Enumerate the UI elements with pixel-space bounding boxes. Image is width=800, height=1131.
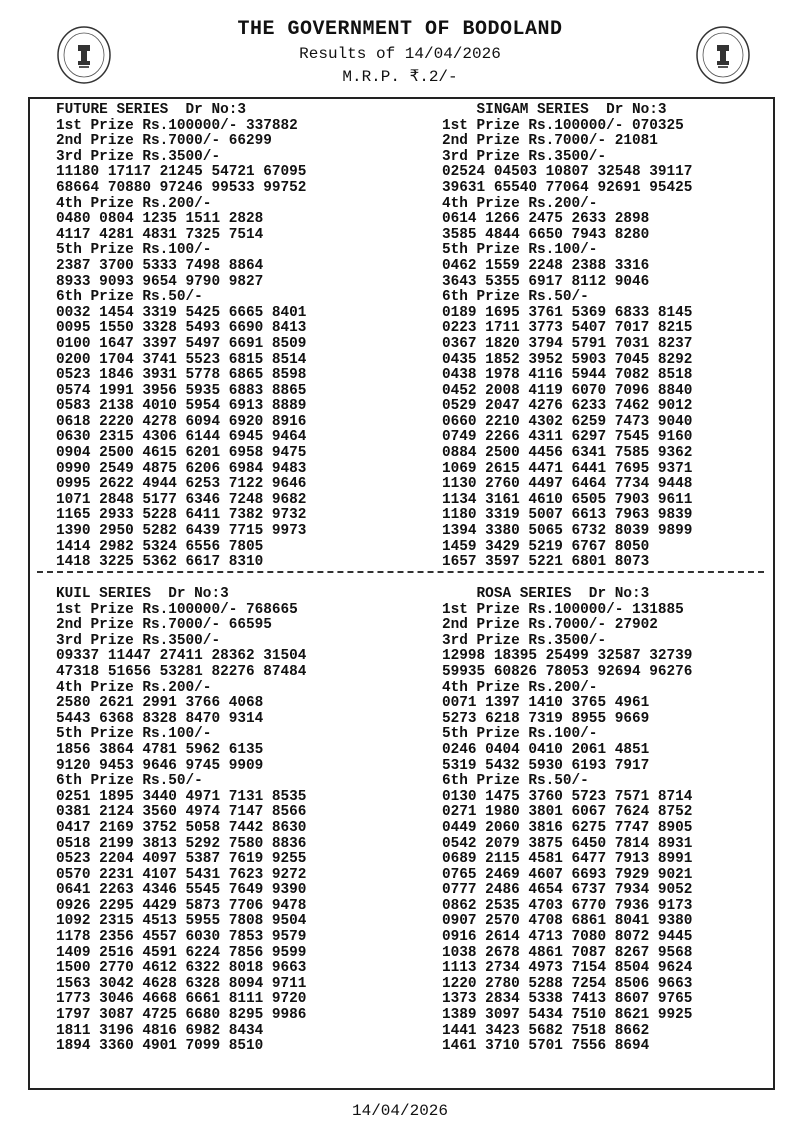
sixth-prize-numbers: 1165 2933 5228 6411 7382 9732 bbox=[56, 507, 307, 524]
sixth-prize-numbers: 0542 2079 3875 6450 7814 8931 bbox=[442, 835, 693, 852]
fifth-prize-numbers: 0246 0404 0410 2061 4851 bbox=[442, 741, 650, 758]
sixth-prize-numbers: 0523 1846 3931 5778 6865 8598 bbox=[56, 367, 307, 384]
fifth-prize-numbers: 5319 5432 5930 6193 7917 bbox=[442, 757, 650, 774]
sixth-prize-numbers: 1130 2760 4497 6464 7734 9448 bbox=[442, 476, 693, 493]
fourth-prize-label: 4th Prize Rs.200/- bbox=[56, 679, 212, 696]
series-title: ROSA SERIES Dr No:3 bbox=[442, 586, 650, 602]
second-prize: 2nd Prize Rs.7000/- 66595 bbox=[56, 617, 272, 634]
first-prize: 1st Prize Rs.100000/- 070325 bbox=[442, 117, 684, 134]
sixth-prize-numbers: 0449 2060 3816 6275 7747 8905 bbox=[442, 819, 693, 836]
sixth-prize-numbers: 0916 2614 4713 7080 8072 9445 bbox=[442, 929, 693, 946]
sixth-prize-numbers: 0641 2263 4346 5545 7649 9390 bbox=[56, 882, 307, 899]
third-prize-label: 3rd Prize Rs.3500/- bbox=[56, 632, 221, 649]
sixth-prize-numbers: 1563 3042 4628 6328 8094 9711 bbox=[56, 975, 307, 992]
sixth-prize-numbers: 1390 2950 5282 6439 7715 9973 bbox=[56, 523, 307, 540]
series-title: SINGAM SERIES Dr No:3 bbox=[442, 102, 667, 118]
sixth-prize-numbers: 1071 2848 5177 6346 7248 9682 bbox=[56, 491, 307, 508]
sixth-prize-numbers: 0618 2220 4278 6094 6920 8916 bbox=[56, 413, 307, 430]
sixth-prize-numbers: 0095 1550 3328 5493 6690 8413 bbox=[56, 320, 307, 337]
third-prize-label: 3rd Prize Rs.3500/- bbox=[56, 148, 221, 165]
sixth-prize-numbers: 0523 2204 4097 5387 7619 9255 bbox=[56, 851, 307, 868]
sixth-prize-numbers: 0367 1820 3794 5791 7031 8237 bbox=[442, 335, 693, 352]
third-prize-label: 3rd Prize Rs.3500/- bbox=[442, 148, 607, 165]
sixth-prize-numbers: 1894 3360 4901 7099 8510 bbox=[56, 1038, 264, 1055]
third-prize-numbers: 12998 18395 25499 32587 32739 bbox=[442, 648, 693, 665]
sixth-prize-numbers: 1178 2356 4557 6030 7853 9579 bbox=[56, 929, 307, 946]
third-prize-numbers: 02524 04503 10807 32548 39117 bbox=[442, 164, 693, 181]
page-title: THE GOVERNMENT OF BODOLAND bbox=[237, 18, 563, 41]
fourth-prize-numbers: 3585 4844 6650 7943 8280 bbox=[442, 226, 650, 243]
sixth-prize-numbers: 0570 2231 4107 5431 7623 9272 bbox=[56, 866, 307, 883]
sixth-prize-numbers: 0926 2295 4429 5873 7706 9478 bbox=[56, 897, 307, 914]
series-block-rosa bbox=[442, 587, 692, 1055]
fifth-prize-label: 5th Prize Rs.100/- bbox=[442, 726, 598, 743]
second-prize: 2nd Prize Rs.7000/- 66299 bbox=[56, 133, 272, 150]
fifth-prize-numbers: 0462 1559 2248 2388 3316 bbox=[442, 257, 650, 274]
fifth-prize-label: 5th Prize Rs.100/- bbox=[442, 242, 598, 259]
series-title: FUTURE SERIES Dr No:3 bbox=[56, 102, 246, 118]
sixth-prize-numbers: 0907 2570 4708 6861 8041 9380 bbox=[442, 913, 693, 930]
fifth-prize-numbers: 3643 5355 6917 8112 9046 bbox=[442, 273, 650, 290]
sixth-prize-numbers: 0381 2124 3560 4974 7147 8566 bbox=[56, 804, 307, 821]
second-prize: 2nd Prize Rs.7000/- 21081 bbox=[442, 133, 658, 150]
series-title: KUIL SERIES Dr No:3 bbox=[56, 586, 229, 602]
sixth-prize-numbers: 0689 2115 4581 6477 7913 8991 bbox=[442, 851, 693, 868]
sixth-prize-numbers: 0271 1980 3801 6067 7624 8752 bbox=[442, 804, 693, 821]
sixth-prize-numbers: 1038 2678 4861 7087 8267 9568 bbox=[442, 944, 693, 961]
sixth-prize-numbers: 1459 3429 5219 6767 8050 bbox=[442, 538, 650, 555]
sixth-prize-numbers: 1418 3225 5362 6617 8310 bbox=[56, 554, 264, 571]
footer-date: 14/04/2026 bbox=[351, 1102, 448, 1120]
series-block-kuil bbox=[56, 587, 306, 1055]
sixth-prize-numbers: 1441 3423 5682 7518 8662 bbox=[442, 1022, 650, 1039]
sixth-prize-numbers: 1394 3380 5065 6732 8039 9899 bbox=[442, 523, 693, 540]
third-prize-numbers: 09337 11447 27411 28362 31504 bbox=[56, 648, 307, 665]
section-divider bbox=[37, 571, 764, 573]
first-prize: 1st Prize Rs.100000/- 768665 bbox=[56, 601, 298, 618]
sixth-prize-numbers: 1657 3597 5221 6801 8073 bbox=[442, 554, 650, 571]
fourth-prize-label: 4th Prize Rs.200/- bbox=[442, 195, 598, 212]
fourth-prize-numbers: 0480 0804 1235 1511 2828 bbox=[56, 211, 264, 228]
first-prize: 1st Prize Rs.100000/- 131885 bbox=[442, 601, 684, 618]
fourth-prize-numbers: 5443 6368 8328 8470 9314 bbox=[56, 710, 264, 727]
sixth-prize-numbers: 0200 1704 3741 5523 6815 8514 bbox=[56, 351, 307, 368]
sixth-prize-numbers: 1797 3087 4725 6680 8295 9986 bbox=[56, 1007, 307, 1024]
third-prize-numbers: 59935 60826 78053 92694 96276 bbox=[442, 663, 693, 680]
sixth-prize-label: 6th Prize Rs.50/- bbox=[442, 289, 589, 306]
sixth-prize-numbers: 0884 2500 4456 6341 7585 9362 bbox=[442, 445, 693, 462]
fourth-prize-numbers: 4117 4281 4831 7325 7514 bbox=[56, 226, 264, 243]
sixth-prize-numbers: 1500 2770 4612 6322 8018 9663 bbox=[56, 960, 307, 977]
third-prize-label: 3rd Prize Rs.3500/- bbox=[442, 632, 607, 649]
third-prize-numbers: 11180 17117 21245 54721 67095 bbox=[56, 164, 307, 181]
sixth-prize-numbers: 0777 2486 4654 6737 7934 9052 bbox=[442, 882, 693, 899]
sixth-prize-numbers: 0518 2199 3813 5292 7580 8836 bbox=[56, 835, 307, 852]
fifth-prize-label: 5th Prize Rs.100/- bbox=[56, 726, 212, 743]
sixth-prize-numbers: 0223 1711 3773 5407 7017 8215 bbox=[442, 320, 693, 337]
sixth-prize-numbers: 0529 2047 4276 6233 7462 9012 bbox=[442, 398, 693, 415]
sixth-prize-numbers: 0990 2549 4875 6206 6984 9483 bbox=[56, 460, 307, 477]
first-prize: 1st Prize Rs.100000/- 337882 bbox=[56, 117, 298, 134]
fourth-prize-numbers: 0071 1397 1410 3765 4961 bbox=[442, 695, 650, 712]
sixth-prize-label: 6th Prize Rs.50/- bbox=[56, 773, 203, 790]
sixth-prize-numbers: 1773 3046 4668 6661 8111 9720 bbox=[56, 991, 307, 1008]
fifth-prize-numbers: 8933 9093 9654 9790 9827 bbox=[56, 273, 264, 290]
sixth-prize-numbers: 0032 1454 3319 5425 6665 8401 bbox=[56, 304, 307, 321]
sixth-prize-numbers: 1414 2982 5324 6556 7805 bbox=[56, 538, 264, 555]
sixth-prize-numbers: 0583 2138 4010 5954 6913 8889 bbox=[56, 398, 307, 415]
fourth-prize-label: 4th Prize Rs.200/- bbox=[442, 679, 598, 696]
sixth-prize-numbers: 0630 2315 4306 6144 6945 9464 bbox=[56, 429, 307, 446]
sixth-prize-numbers: 0452 2008 4119 6070 7096 8840 bbox=[442, 382, 693, 399]
second-prize: 2nd Prize Rs.7000/- 27902 bbox=[442, 617, 658, 634]
sixth-prize-numbers: 0417 2169 3752 5058 7442 8630 bbox=[56, 819, 307, 836]
sixth-prize-numbers: 0251 1895 3440 4971 7131 8535 bbox=[56, 788, 307, 805]
sixth-prize-numbers: 1092 2315 4513 5955 7808 9504 bbox=[56, 913, 307, 930]
fourth-prize-numbers: 0614 1266 2475 2633 2898 bbox=[442, 211, 650, 228]
fourth-prize-label: 4th Prize Rs.200/- bbox=[56, 195, 212, 212]
sixth-prize-numbers: 0904 2500 4615 6201 6958 9475 bbox=[56, 445, 307, 462]
sixth-prize-numbers: 0862 2535 4703 6770 7936 9173 bbox=[442, 897, 693, 914]
results-date: Results of 14/04/2026 bbox=[299, 45, 501, 63]
series-block-singam bbox=[442, 103, 692, 571]
third-prize-numbers: 47318 51656 53281 82276 87484 bbox=[56, 663, 307, 680]
sixth-prize-numbers: 1113 2734 4973 7154 8504 9624 bbox=[442, 960, 693, 977]
series-block-future bbox=[56, 103, 306, 571]
sixth-prize-numbers: 1811 3196 4816 6982 8434 bbox=[56, 1022, 264, 1039]
sixth-prize-numbers: 1220 2780 5288 7254 8506 9663 bbox=[442, 975, 693, 992]
sixth-prize-numbers: 0995 2622 4944 6253 7122 9646 bbox=[56, 476, 307, 493]
sixth-prize-numbers: 0749 2266 4311 6297 7545 9160 bbox=[442, 429, 693, 446]
sixth-prize-numbers: 1461 3710 5701 7556 8694 bbox=[442, 1038, 650, 1055]
fifth-prize-numbers: 1856 3864 4781 5962 6135 bbox=[56, 741, 264, 758]
fifth-prize-label: 5th Prize Rs.100/- bbox=[56, 242, 212, 259]
sixth-prize-numbers: 0100 1647 3397 5497 6691 8509 bbox=[56, 335, 307, 352]
sixth-prize-numbers: 1389 3097 5434 7510 8621 9925 bbox=[442, 1007, 693, 1024]
sixth-prize-numbers: 0574 1991 3956 5935 6883 8865 bbox=[56, 382, 307, 399]
sixth-prize-numbers: 0765 2469 4607 6693 7929 9021 bbox=[442, 866, 693, 883]
sixth-prize-numbers: 1134 3161 4610 6505 7903 9611 bbox=[442, 491, 693, 508]
sixth-prize-numbers: 1180 3319 5007 6613 7963 9839 bbox=[442, 507, 693, 524]
sixth-prize-numbers: 0435 1852 3952 5903 7045 8292 bbox=[442, 351, 693, 368]
sixth-prize-numbers: 0660 2210 4302 6259 7473 9040 bbox=[442, 413, 693, 430]
fourth-prize-numbers: 2580 2621 2991 3766 4068 bbox=[56, 695, 264, 712]
sixth-prize-numbers: 1373 2834 5338 7413 8607 9765 bbox=[442, 991, 693, 1008]
sixth-prize-numbers: 0189 1695 3761 5369 6833 8145 bbox=[442, 304, 693, 321]
third-prize-numbers: 39631 65540 77064 92691 95425 bbox=[442, 179, 693, 196]
sixth-prize-numbers: 1409 2516 4591 6224 7856 9599 bbox=[56, 944, 307, 961]
sixth-prize-label: 6th Prize Rs.50/- bbox=[442, 773, 589, 790]
sixth-prize-label: 6th Prize Rs.50/- bbox=[56, 289, 203, 306]
mrp-price: M.R.P. ₹.2/- bbox=[342, 68, 458, 86]
sixth-prize-numbers: 0438 1978 4116 5944 7082 8518 bbox=[442, 367, 693, 384]
third-prize-numbers: 68664 70880 97246 99533 99752 bbox=[56, 179, 307, 196]
sixth-prize-numbers: 0130 1475 3760 5723 7571 8714 bbox=[442, 788, 693, 805]
fourth-prize-numbers: 5273 6218 7319 8955 9669 bbox=[442, 710, 650, 727]
fifth-prize-numbers: 2387 3700 5333 7498 8864 bbox=[56, 257, 264, 274]
sixth-prize-numbers: 1069 2615 4471 6441 7695 9371 bbox=[442, 460, 693, 477]
page-header bbox=[0, 0, 800, 96]
fifth-prize-numbers: 9120 9453 9646 9745 9909 bbox=[56, 757, 264, 774]
